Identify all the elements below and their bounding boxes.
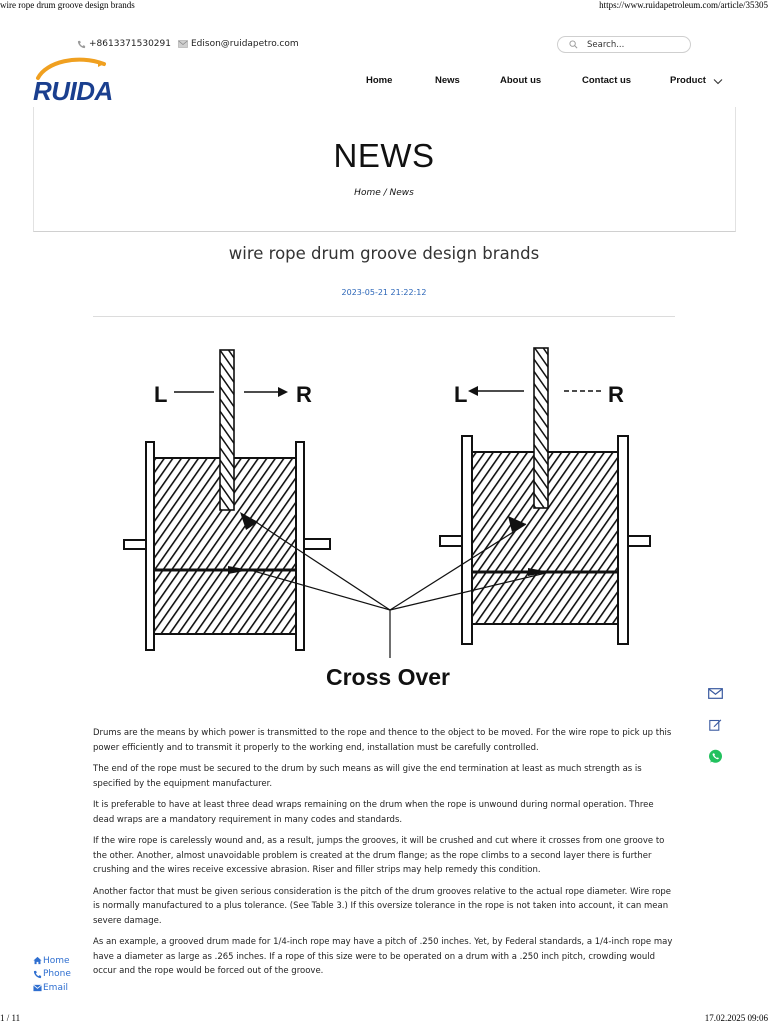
phone-icon [77, 40, 86, 49]
print-page-title: wire rope drum groove design brands [0, 0, 135, 10]
print-footer [0, 1012, 768, 1024]
nav-news[interactable]: News [435, 75, 460, 86]
quick-link-home[interactable] [33, 954, 71, 968]
quick-link-home-label: Home [43, 955, 70, 966]
article-date: 2023-05-21 21:22:12 [341, 288, 427, 297]
mail-icon [33, 984, 42, 992]
side-whatsapp-button[interactable] [706, 747, 724, 765]
phone-icon [33, 970, 42, 979]
right-drum-label-r: R [608, 382, 624, 407]
hero-title: NEWS [333, 137, 435, 174]
side-inquiry-button[interactable] [706, 715, 724, 733]
contact-phone-text: +8613371530291 [89, 39, 171, 49]
quick-link-phone[interactable] [33, 968, 71, 982]
main-nav [0, 75, 768, 89]
left-drum [124, 350, 330, 650]
search-input[interactable] [587, 40, 677, 50]
article-divider [93, 316, 675, 317]
article-paragraph: Drums are the means by which power is transmitted to the rope and thence to the object to be moved. For the wire rope to pick up this power efficiently and to transmit it properly to the working end, installation must be carefully controlled. [93, 728, 672, 753]
print-page-url: https://www.ruidapetroleum.com/article/35305 [599, 0, 768, 10]
drum-crossover-diagram [118, 340, 658, 695]
article-paragraph: If the wire rope is carelessly wound and, as a result, jumps the grooves, it will be crushed and cut where it crosses from one groove to the other. Another, almost unavoidable problem is created at the drum flange; as the rope climbs to a second layer there is further crushing and the wires receive excessive abrasion. Riser and filler strips may help remedy this condition. [93, 836, 665, 875]
article-body [93, 726, 675, 986]
email-icon [708, 688, 723, 699]
right-drum [440, 348, 650, 644]
nav-product[interactable]: Product [670, 75, 706, 86]
contact-email-text: Edison@ruidapetro.com [191, 39, 299, 49]
top-contact-bar [0, 36, 768, 54]
contact-phone[interactable] [77, 39, 171, 49]
left-drum-label-l: L [154, 382, 168, 407]
edit-icon [709, 718, 722, 731]
breadcrumb[interactable]: Home / News [354, 188, 414, 198]
quick-link-email-label: Email [43, 982, 68, 993]
print-datetime: 17.02.2025 09:06 [704, 1013, 768, 1023]
contact-email[interactable] [178, 39, 299, 49]
side-email-button[interactable] [706, 684, 724, 702]
article-paragraph: Another factor that must be given serious consideration is the pitch of the drum grooves relative to the actual rope diameter. Wire rope is normally manufactured to a plus tolerance. (See Table 3.) If this oversize tolerance in the rope is not taken into account, it can mean severe damage. [93, 886, 672, 926]
article-figure [118, 340, 658, 695]
right-drum-label-l: L [454, 382, 468, 407]
nav-home[interactable]: Home [366, 75, 393, 86]
article-paragraph: As an example, a grooved drum made for 1/4-inch rope may have a pitch of .250 inches. Yet, by Federal standards, a 1/4-inch rope may have a diameter as large as .265 inches. If a rope of this size were to be operated on a drum with a .250 inch pitch, crowding would occur and the rope would be forced out of the groove. [93, 937, 673, 976]
whatsapp-icon [708, 749, 723, 764]
quick-link-phone-label: Phone [43, 969, 71, 980]
chevron-down-icon[interactable] [713, 78, 723, 85]
nav-about-us[interactable]: About us [500, 75, 542, 86]
figure-caption: Cross Over [325, 664, 451, 690]
article-title: wire rope drum groove design brands [228, 244, 540, 263]
article-paragraph: It is preferable to have at least three dead wraps remaining on the drum when the rope is unwound during normal operation. Three dead wraps are a mandatory requirement in many codes and standards. [93, 800, 654, 825]
search-icon[interactable] [569, 40, 578, 49]
left-drum-label-r: R [296, 382, 312, 407]
article-paragraph: The end of the rope must be secured to the drum by such means as will give the end termination at least as much strength as is specified by the equipment manufacturer. [93, 764, 642, 789]
nav-contact-us[interactable]: Contact us [582, 75, 632, 86]
floating-quick-links [33, 954, 71, 995]
print-header [0, 0, 768, 12]
quick-link-email[interactable] [33, 981, 71, 995]
logo-text: RUIDA [33, 76, 113, 106]
home-icon [33, 956, 42, 965]
mail-icon [178, 40, 188, 48]
print-page-number: 1 / 11 [0, 1013, 21, 1023]
search-box[interactable] [557, 36, 691, 53]
